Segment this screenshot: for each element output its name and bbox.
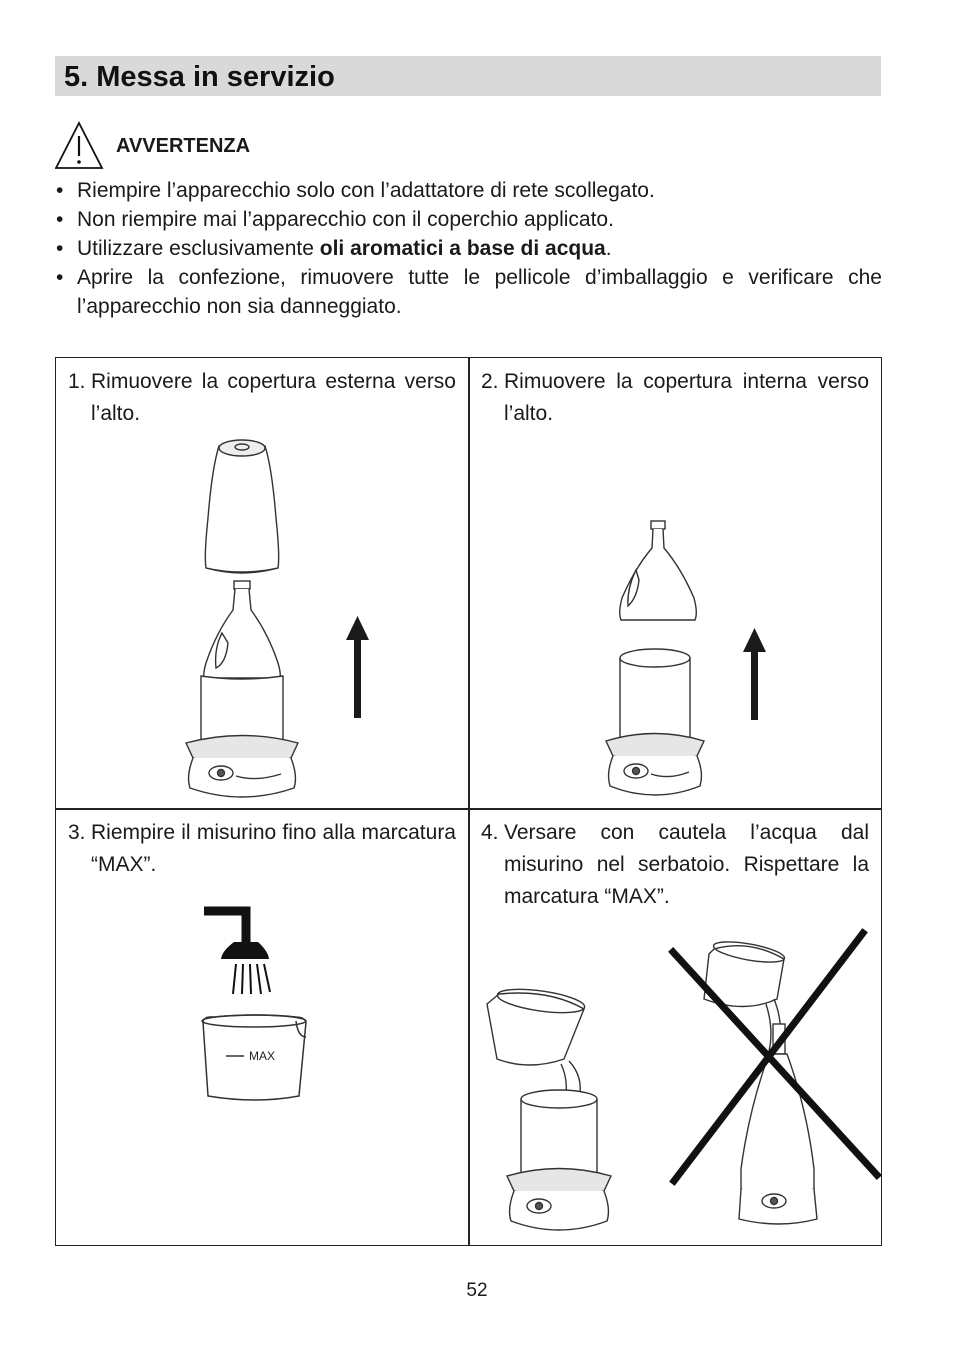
step-cell-1 <box>56 358 468 808</box>
list-item <box>55 234 882 263</box>
section-title: 5. Messa in servizio <box>64 61 335 93</box>
step-number: 1. <box>68 370 86 393</box>
step-text: Rimuovere la copertura esterna verso l’alto. <box>91 370 456 425</box>
step-text: Versare con cautela l’acqua dal misurino nel serbatoio. Rispettare la marcatura “MAX”. <box>504 821 869 908</box>
warning-triangle-icon <box>55 120 107 172</box>
bullet-text: Non riempire mai l’apparecchio con il coperchio applicato. <box>77 208 614 231</box>
warning-list <box>55 176 882 321</box>
cup-max-label: MAX <box>249 1049 276 1063</box>
bullet-text-post: . <box>605 237 612 260</box>
illustration-remove-outer-cover <box>56 358 468 808</box>
step-cell-4 <box>469 809 881 1245</box>
page-number: 52 <box>466 1280 488 1301</box>
warning-title: AVVERTENZA <box>116 135 251 157</box>
step-cell-3 <box>56 809 468 1245</box>
step-text: Riempire il misurino fino alla marcatura “MAX”. <box>91 821 456 876</box>
steps-grid <box>55 357 882 1246</box>
bullet-text-bold: oli aromatici a base di acqua <box>319 237 606 260</box>
step-number: 4. <box>481 821 499 844</box>
list-item <box>55 176 882 205</box>
arrow-up-icon <box>346 616 369 718</box>
step-number: 3. <box>68 821 86 844</box>
faucet-icon <box>204 911 269 959</box>
bullet-text: Aprire la confezione, rimuovere tutte le pellicole d’imballaggio e verificare che l’apparecchio non sia danneggiato. <box>77 266 882 318</box>
illustration-remove-inner-cover <box>469 358 881 808</box>
section-header <box>55 56 881 96</box>
bullet-text-pre: Utilizzare esclusivamente <box>77 237 320 260</box>
bullet-text: Riempire l’apparecchio solo con l’adattatore di rete scollegato. <box>77 179 655 202</box>
step-text: Rimuovere la copertura interna verso l’alto. <box>504 370 869 425</box>
arrow-up-icon <box>743 628 766 720</box>
list-item <box>55 205 882 234</box>
illustration-pour-water <box>469 809 881 1245</box>
step-cell-2 <box>469 358 881 808</box>
step-number: 2. <box>481 370 499 393</box>
illustration-fill-measuring-cup <box>56 809 468 1245</box>
list-item <box>55 263 882 321</box>
water-stream-icon <box>233 964 270 994</box>
